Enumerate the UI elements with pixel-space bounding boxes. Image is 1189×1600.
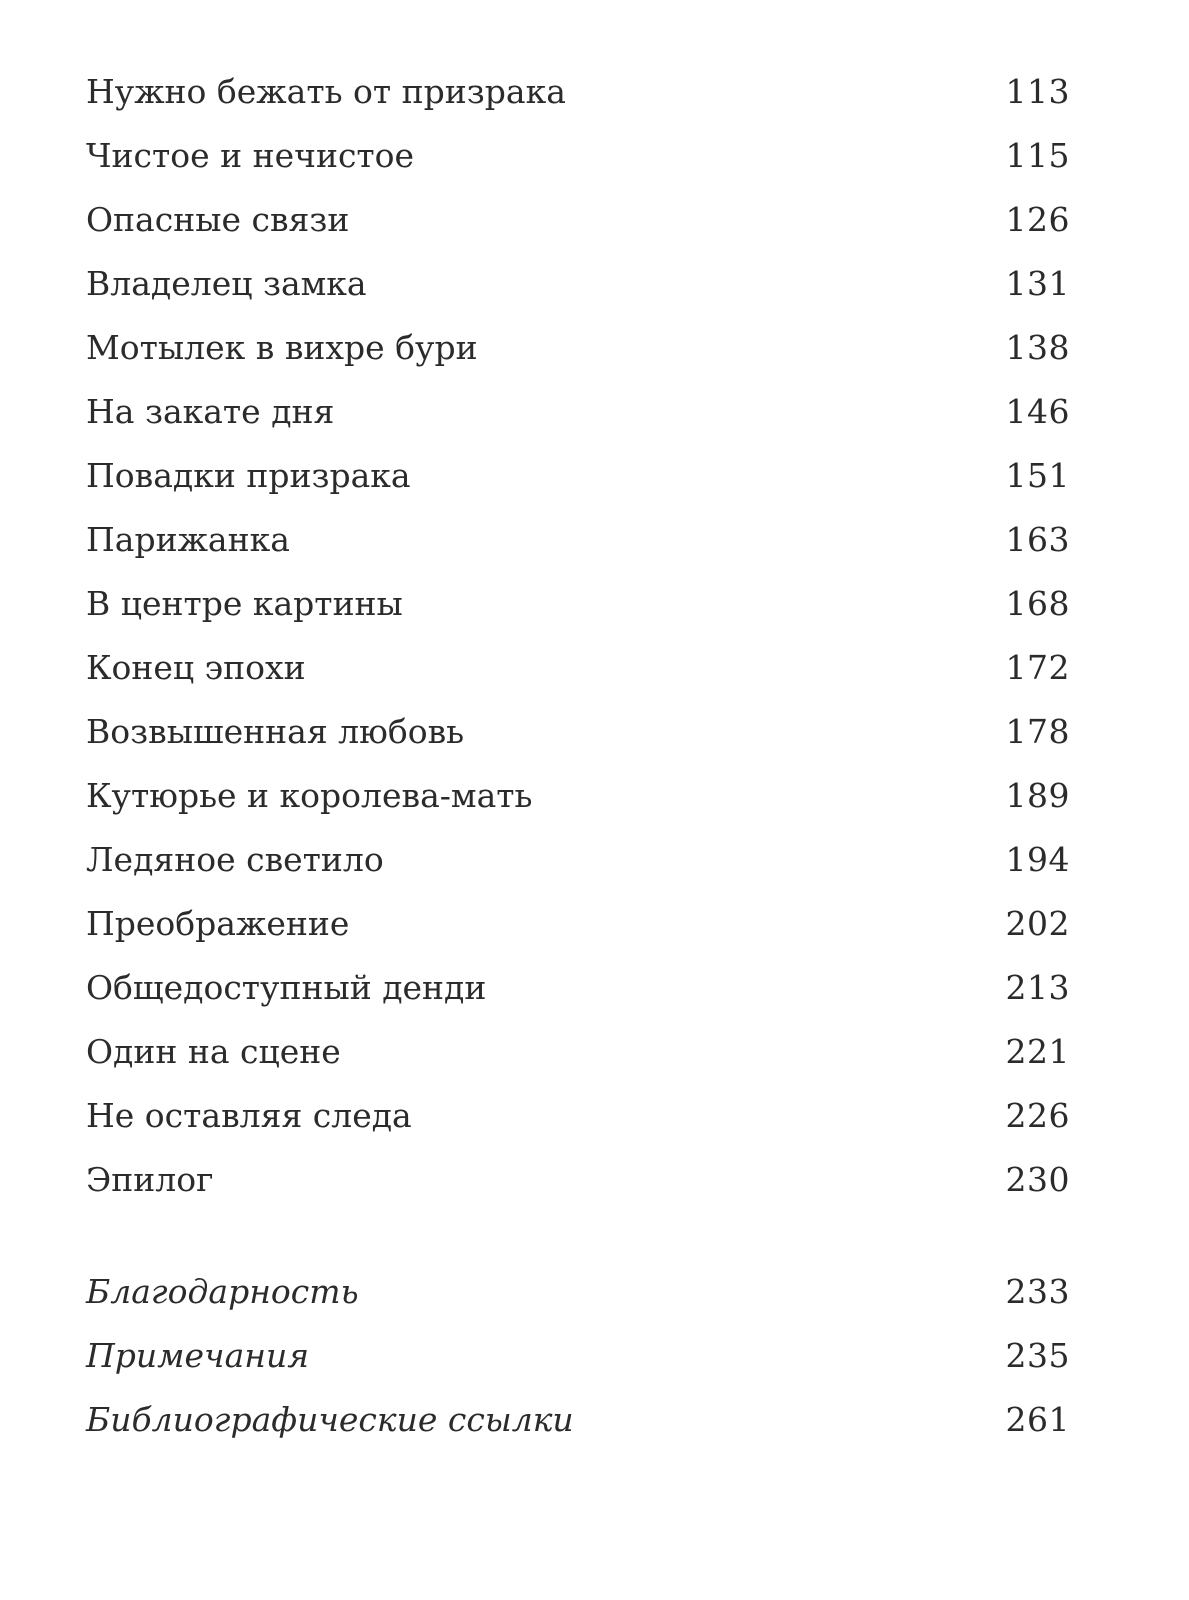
toc-entry-title: На закате дня (86, 392, 335, 431)
toc-appendix-entry[interactable] (86, 1260, 1070, 1324)
toc-entry-title: Один на сцене (86, 1032, 341, 1071)
toc-entry-page: 202 (1005, 904, 1070, 943)
toc-entry[interactable] (86, 188, 1070, 252)
toc-entry[interactable] (86, 508, 1070, 572)
toc-entry-page: 178 (1005, 712, 1070, 751)
toc-appendix-page: 233 (1005, 1272, 1070, 1311)
toc-entry-page: 113 (1005, 72, 1070, 111)
toc-entry[interactable] (86, 572, 1070, 636)
toc-entry-page: 221 (1005, 1032, 1070, 1071)
toc-entry-page: 131 (1005, 264, 1070, 303)
toc-entry-title: Чистое и нечистое (86, 136, 415, 175)
toc-entry[interactable] (86, 1020, 1070, 1084)
toc-entry-page: 126 (1005, 200, 1070, 239)
toc-entry-title: Владелец замка (86, 264, 367, 303)
toc-entry-page: 189 (1005, 776, 1070, 815)
toc-entry-page: 230 (1005, 1160, 1070, 1199)
toc-entry[interactable] (86, 124, 1070, 188)
toc-entry-title: Возвышенная любовь (86, 712, 465, 751)
toc-entry-page: 163 (1005, 520, 1070, 559)
toc-entry-title: В центре картины (86, 584, 403, 623)
toc-appendix-title: Благодарность (86, 1272, 359, 1311)
toc-entry[interactable] (86, 700, 1070, 764)
toc-entry-title: Парижанка (86, 520, 290, 559)
toc-entry-title: Не оставляя следа (86, 1096, 412, 1135)
toc-entry[interactable] (86, 380, 1070, 444)
section-spacer (86, 1212, 1070, 1260)
toc-entry[interactable] (86, 444, 1070, 508)
toc-appendix-page: 235 (1005, 1336, 1070, 1375)
toc-entry[interactable] (86, 1084, 1070, 1148)
toc-appendix-entry[interactable] (86, 1324, 1070, 1388)
toc-entry[interactable] (86, 828, 1070, 892)
toc-entry-title: Повадки призрака (86, 456, 411, 495)
toc-entry-title: Кутюрье и королева-мать (86, 776, 533, 815)
toc-entry-title: Ледяное светило (86, 840, 384, 879)
toc-appendix-title: Примечания (86, 1336, 310, 1375)
toc-entry-page: 194 (1005, 840, 1070, 879)
toc-entry-title: Эпилог (86, 1160, 214, 1199)
toc-entry-title: Преображение (86, 904, 350, 943)
toc-entry[interactable] (86, 764, 1070, 828)
toc-entry-title: Опасные связи (86, 200, 350, 239)
toc-entry[interactable] (86, 892, 1070, 956)
toc-entry[interactable] (86, 252, 1070, 316)
toc-entry-page: 168 (1005, 584, 1070, 623)
toc-appendix-title: Библиографические ссылки (86, 1400, 574, 1439)
toc-entry[interactable] (86, 636, 1070, 700)
toc-entry-page: 172 (1005, 648, 1070, 687)
toc-entry-page: 146 (1005, 392, 1070, 431)
toc-appendix-entry[interactable] (86, 1388, 1070, 1452)
toc-entry-title: Общедоступный денди (86, 968, 487, 1007)
toc-entry[interactable] (86, 316, 1070, 380)
toc-entry[interactable] (86, 60, 1070, 124)
toc-entry[interactable] (86, 1148, 1070, 1212)
toc-entry-title: Мотылек в вихре бури (86, 328, 478, 367)
toc-entry-title: Конец эпохи (86, 648, 306, 687)
toc-entry-title: Нужно бежать от призрака (86, 72, 566, 111)
toc-appendix-page: 261 (1005, 1400, 1070, 1439)
toc-entry-page: 138 (1005, 328, 1070, 367)
toc-entry-page: 151 (1005, 456, 1070, 495)
toc-entry-page: 226 (1005, 1096, 1070, 1135)
toc-entry[interactable] (86, 956, 1070, 1020)
table-of-contents (86, 60, 1070, 1452)
toc-entry-page: 115 (1005, 136, 1070, 175)
toc-entry-page: 213 (1005, 968, 1070, 1007)
